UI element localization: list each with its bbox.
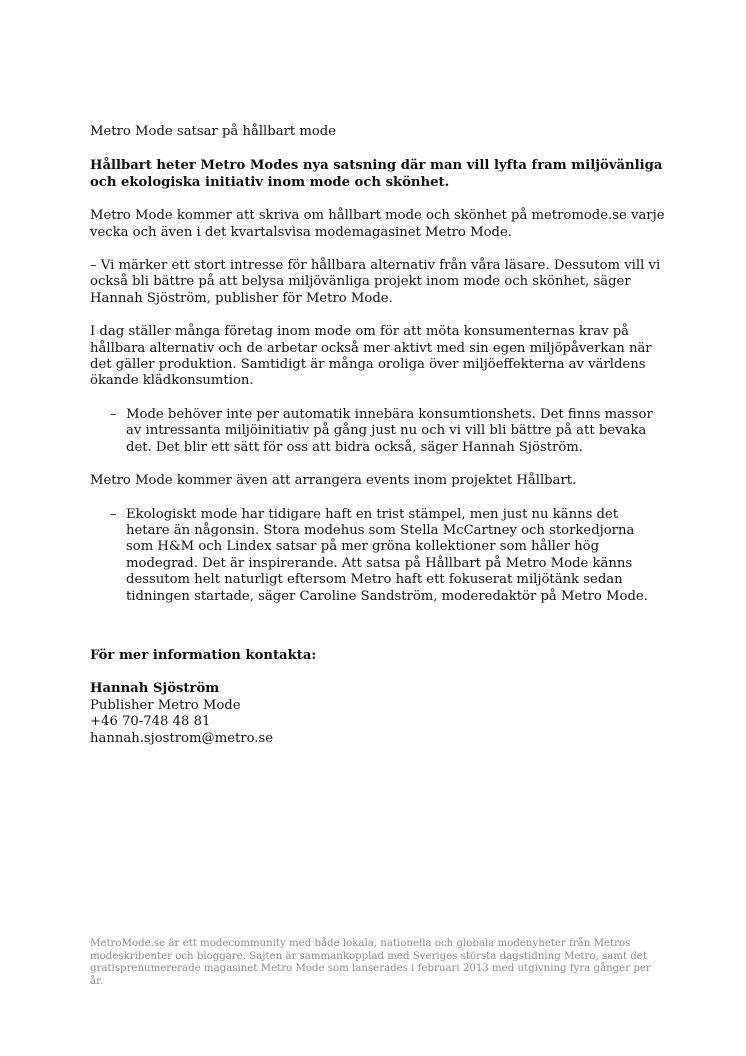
contact-heading: För mer information kontakta:: [90, 647, 317, 663]
contact-name: Hannah Sjöström: [90, 681, 220, 697]
press-release-title: Metro Mode satsar på hållbart mode: [90, 124, 337, 139]
press-release: [90, 124, 665, 747]
events-paragraph: Metro Mode kommer även att arrangera events inom projektet Hållbart.: [90, 473, 577, 489]
bullet-quote-2-text: Ekologiskt mode har tidigare haft en trist stämpel, men just nu känns det hetare än någonsin. Stora modehus som Stella McCartney och storkedjorna som H&M och Lindex satsar på mer gröna kollektioner som håller hög modegrad. Det är inspirerande. Att satsa på Hållbart på Metro Mode känns dessutom helt naturligt eftersom Metro haft ett fokuserat miljötänk sedan tidningen startade, säger Caroline Sandström, moderedaktör på Metro Mode.: [126, 506, 648, 604]
bullet-dash: –: [110, 406, 117, 422]
contact-email: hannah.sjostrom@metro.se: [90, 730, 274, 746]
quote-paragraph: – Vi märker ett stort intresse för hållbara alternativ från våra läsare. Dessutom vill vi också bli bättre på att belysa miljövänliga projekt inom mode och skönhet, säger Hannah Sjöström, publisher för Metro Mode.: [90, 258, 661, 306]
bullet-quote-2: [90, 507, 665, 605]
contact-phone: +46 70-748 48 81: [90, 714, 211, 730]
contact-role: Publisher Metro Mode: [90, 697, 241, 713]
body-paragraph-1: Metro Mode kommer att skriva om hållbart mode och skönhet på metromode.se varje vecka och även i det kvartalsvisa modemagasinet Metro Mode.: [90, 208, 665, 240]
lead-paragraph: Hållbart heter Metro Modes nya satsning där man vill lyfta fram miljövänliga och ekologiska initiativ inom mode och skönhet.: [90, 158, 663, 190]
contact-block: [90, 681, 665, 747]
bullet-quote-1-text: Mode behöver inte per automatik innebära konsumtionshets. Det finns massor av intressanta miljöinitiativ på gång just nu och vi vill bli bättre på att bevaka det. Det blir ett sätt för oss att bidra också, säger Hannah Sjöström.: [126, 406, 653, 455]
bullet-quote-1: [90, 407, 665, 456]
bullet-dash: –: [110, 506, 117, 522]
body-paragraph-2: I dag ställer många företag inom mode om för att möta konsumenternas krav på hållbara alternativ och de arbetar också mer aktivt med sin egen miljöpåverkan när det gäller produktion. Samtidigt är många oroliga över miljöeffekterna av världens ökande klädkonsumtion.: [90, 324, 652, 389]
footer-note: MetroMode.se är ett modecommunity med både lokala, nationella och globala modenyheter från Metros modeskribenter och bloggare. Sajten är sammankopplad med Sveriges största dagstidning Metro, samt det gratisprenumererade magasinet Metro Mode som lanserades i februari 2013 med utgivning fyra gånger per år.: [90, 938, 651, 987]
